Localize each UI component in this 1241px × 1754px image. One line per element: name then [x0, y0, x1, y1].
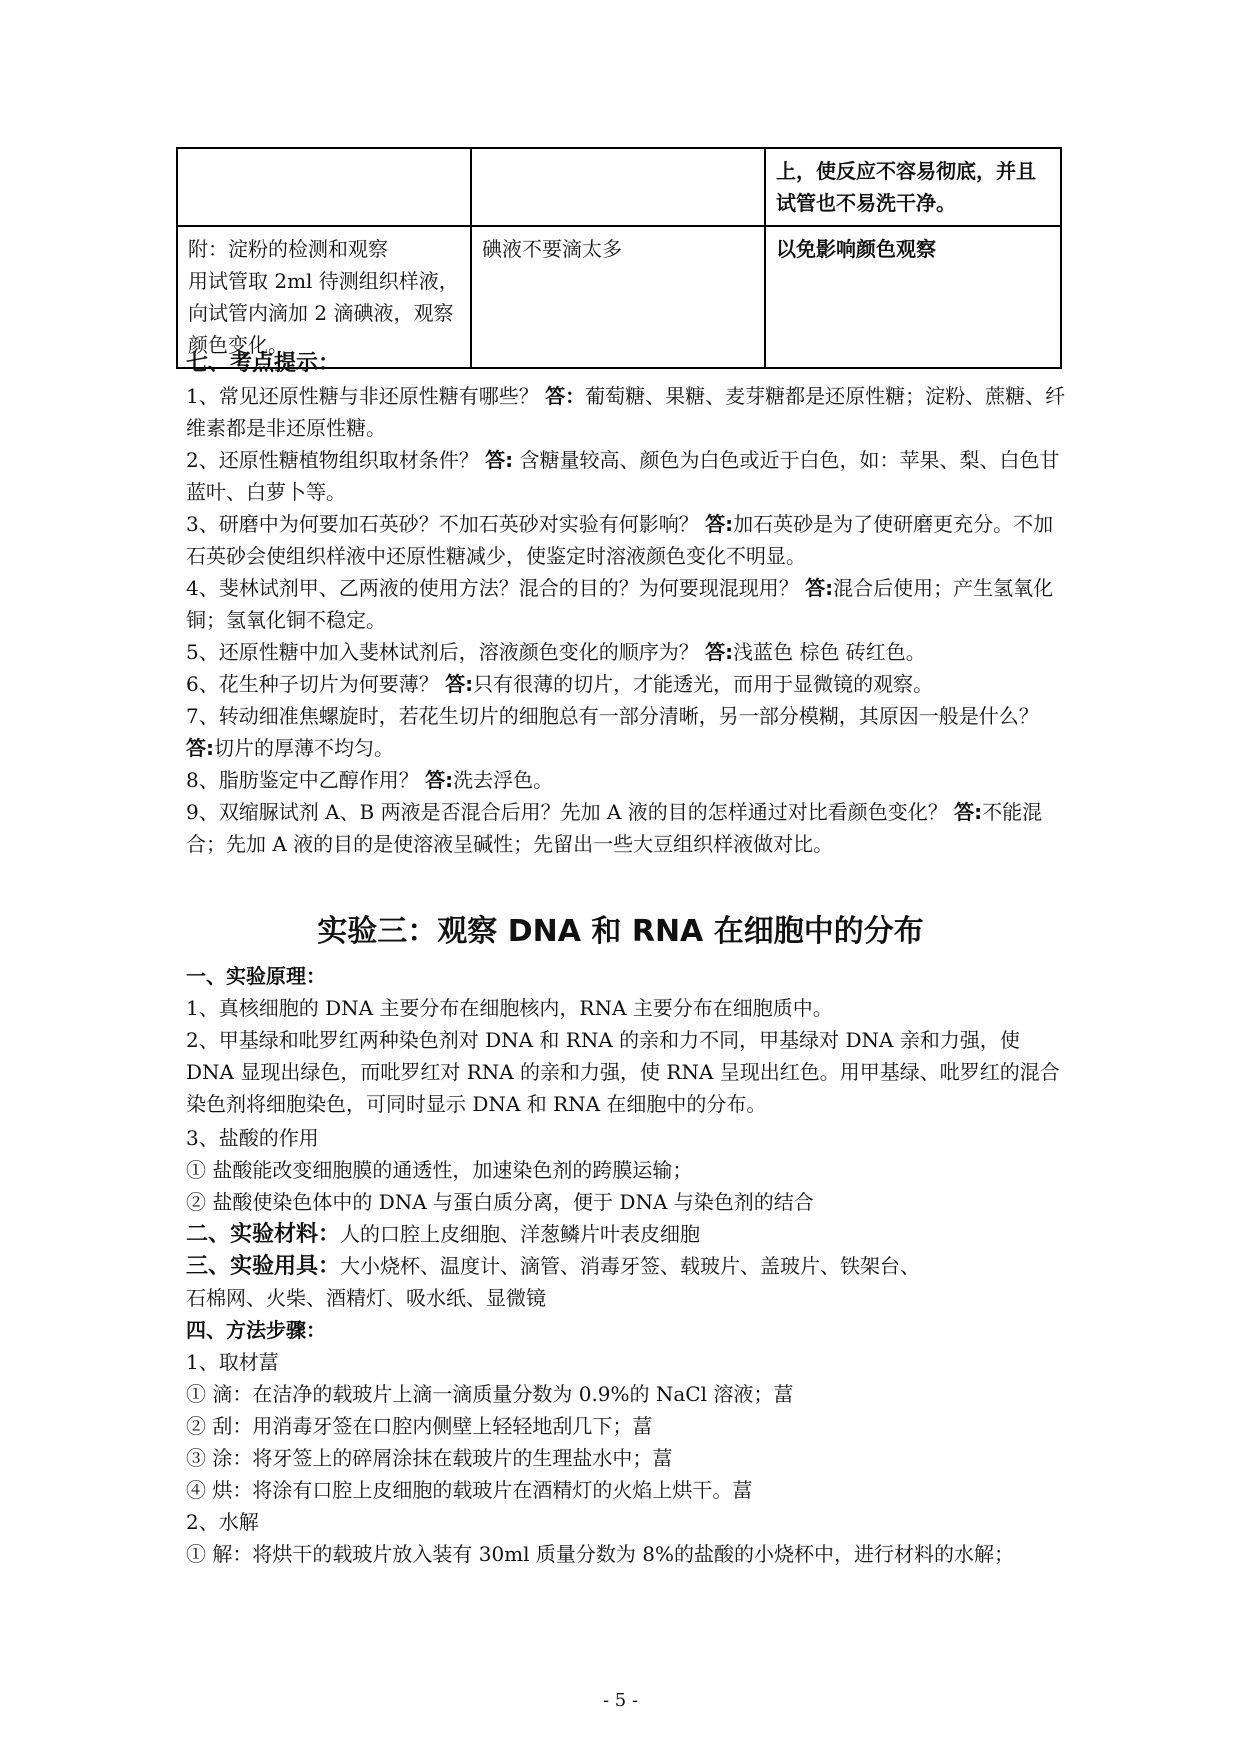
tools-text: 大小烧杯、温度计、滴管、消毒牙签、载玻片、盖玻片、铁架台、 [340, 1254, 921, 1278]
table-cell: 上，使反应不容易彻底，并且试管也不易洗干净。 [765, 148, 1061, 226]
answer-label: 答: [805, 576, 834, 600]
answer-text: 洗去浮色。 [453, 768, 554, 792]
step-1d: ④ 烘：将涂有口腔上皮细胞的载玻片在酒精灯的火焰上烘干。葍 [186, 1478, 753, 1502]
tools-line [186, 1250, 1066, 1283]
question-text: 7、转动细准焦螺旋时，若花生切片的细胞总有一部分清晰，另一部分模糊，其原因一般是什么？ [186, 704, 1039, 728]
kaodian-item [186, 668, 1066, 700]
step-2: 2、水解 [186, 1510, 259, 1534]
table-row [177, 226, 1061, 368]
section-heading: 七、考点提示： [186, 351, 341, 376]
materials-text: 人的口腔上皮细胞、洋葱鳞片叶表皮细胞 [340, 1222, 701, 1246]
answer-label: 答: [485, 448, 514, 472]
table-row [177, 148, 1061, 226]
answer-text: 加石英砂是为了使研磨更充分。不加石英砂会使组织样液中还原性糖减少，使鉴定时溶液颜色变化不明显。 [186, 512, 1054, 568]
kaodian-item [186, 764, 1066, 796]
answer-label: 答: [705, 512, 734, 536]
kaodian-list [186, 380, 1066, 860]
answer-text: 只有很薄的切片，才能透光，而用于显微镜的观察。 [473, 672, 934, 696]
answer-label: 答： [545, 384, 586, 408]
step-1a: ① 滴：在洁净的载玻片上滴一滴质量分数为 0.9%的 NaCl 溶液；葍 [186, 1382, 794, 1406]
answer-text: 浅蓝色 棕色 砖红色。 [733, 640, 926, 664]
question-text: 5、还原性糖中加入斐林试剂后，溶液颜色变化的顺序为？ [186, 640, 706, 664]
section-heading: 四、方法步骤： [186, 1318, 326, 1342]
kaodian-item [186, 444, 1066, 508]
procedure-table [176, 147, 1062, 369]
table-cell [177, 148, 471, 226]
answer-text: 混合后使用；产生氢氧化铜；氢氧化铜不稳定。 [186, 576, 1054, 632]
section-heading: 二、实验材料： [186, 1222, 341, 1247]
answer-text: 切片的厚薄不均匀。 [214, 736, 394, 760]
section-heading: 一、实验原理： [186, 964, 326, 988]
kaodian-item [186, 508, 1066, 572]
materials-line [186, 1218, 1066, 1251]
table-cell [471, 148, 765, 226]
kaodian-item [186, 636, 1066, 668]
table-cell [177, 226, 471, 368]
question-text: 9、双缩脲试剂 A、B 两液是否混合后用？先加 A 液的目的怎样通过对比看颜色变化？ [186, 800, 955, 824]
kaodian-item [186, 700, 1066, 764]
kaodian-item [186, 572, 1066, 636]
principle-1: 1、真核细胞的 DNA 主要分布在细胞核内，RNA 主要分布在细胞质中。 [186, 996, 833, 1020]
step-1: 1、取材葍 [186, 1350, 279, 1374]
answer-label: 答: [186, 736, 214, 760]
step-1b: ② 刮：用消毒牙签在口腔内侧壁上轻轻地刮几下；葍 [186, 1414, 653, 1438]
step-2a: ① 解：将烘干的载玻片放入装有 30ml 质量分数为 8%的盐酸的小烧杯中，进行材料的水解； [186, 1542, 1014, 1566]
kaodian-item [186, 796, 1066, 860]
answer-text: 不能混合；先加 A 液的目的是使溶液呈碱性；先留出一些大豆组织样液做对比。 [186, 800, 1043, 856]
answer-text: 含糖量较高、颜色为白色或近于白色，如：苹果、梨、白色甘蓝叶、白萝卜等。 [186, 448, 1060, 504]
page-number: - 5 - [602, 1690, 639, 1711]
answer-label: 答: [445, 672, 474, 696]
experiment-title: 实验三：观察 DNA 和 RNA 在细胞中的分布 [317, 914, 924, 949]
principle-2: 2、甲基绿和吡罗红两种染色剂对 DNA 和 RNA 的亲和力不同，甲基绿对 DNA 亲和力强，使 DNA 显现出绿色，而吡罗红对 RNA 的亲和力强，使 RNA 呈现出红色。用甲基绿、吡罗红的混合染色剂将细胞染色，可同时显示 DNA 和 RNA 在细胞中的分布。 [186, 1028, 1060, 1116]
starch-test-method: 用试管取 2ml 待测组织样液，向试管内滴加 2 滴碘液，观察颜色变化。 [188, 269, 459, 357]
answer-label: 答: [705, 640, 734, 664]
section-heading: 三、实验用具： [186, 1254, 341, 1279]
principle-3: 3、盐酸的作用 [186, 1126, 319, 1150]
answer-label: 答: [954, 800, 983, 824]
question-text: 1、常见还原性糖与非还原性糖有哪些？ [186, 384, 546, 408]
step-1c: ③ 涂：将牙签上的碎屑涂抹在载玻片的生理盐水中；葍 [186, 1446, 673, 1470]
question-text: 8、脂肪鉴定中乙醇作用？ [186, 768, 426, 792]
question-text: 4、斐林试剂甲、乙两液的使用方法？混合的目的？为何要现混现用？ [186, 576, 806, 600]
answer-text: 葡萄糖、果糖、麦芽糖都是还原性糖；淀粉、蔗糖、纤维素都是非还原性糖。 [186, 384, 1066, 440]
kaodian-item [186, 380, 1066, 444]
question-text: 3、研磨中为何要加石英砂？不加石英砂对实验有何影响？ [186, 512, 706, 536]
question-text: 6、花生种子切片为何要薄？ [186, 672, 446, 696]
principle-3a: ① 盐酸能改变细胞膜的通透性，加速染色剂的跨膜运输； [186, 1158, 693, 1182]
table-cell: 碘液不要滴太多 [471, 226, 765, 368]
kaodian-section [186, 348, 1066, 860]
answer-label: 答: [425, 768, 454, 792]
table-cell: 以免影响颜色观察 [765, 226, 1061, 368]
tools-text-2: 石棉网、火柴、酒精灯、吸水纸、显微镜 [186, 1286, 546, 1310]
question-text: 2、还原性糖植物组织取材条件？ [186, 448, 486, 472]
starch-test-title: 附：淀粉的检测和观察 [188, 237, 388, 261]
principle-3b: ② 盐酸使染色体中的 DNA 与蛋白质分离，便于 DNA 与染色剂的结合 [186, 1190, 814, 1214]
